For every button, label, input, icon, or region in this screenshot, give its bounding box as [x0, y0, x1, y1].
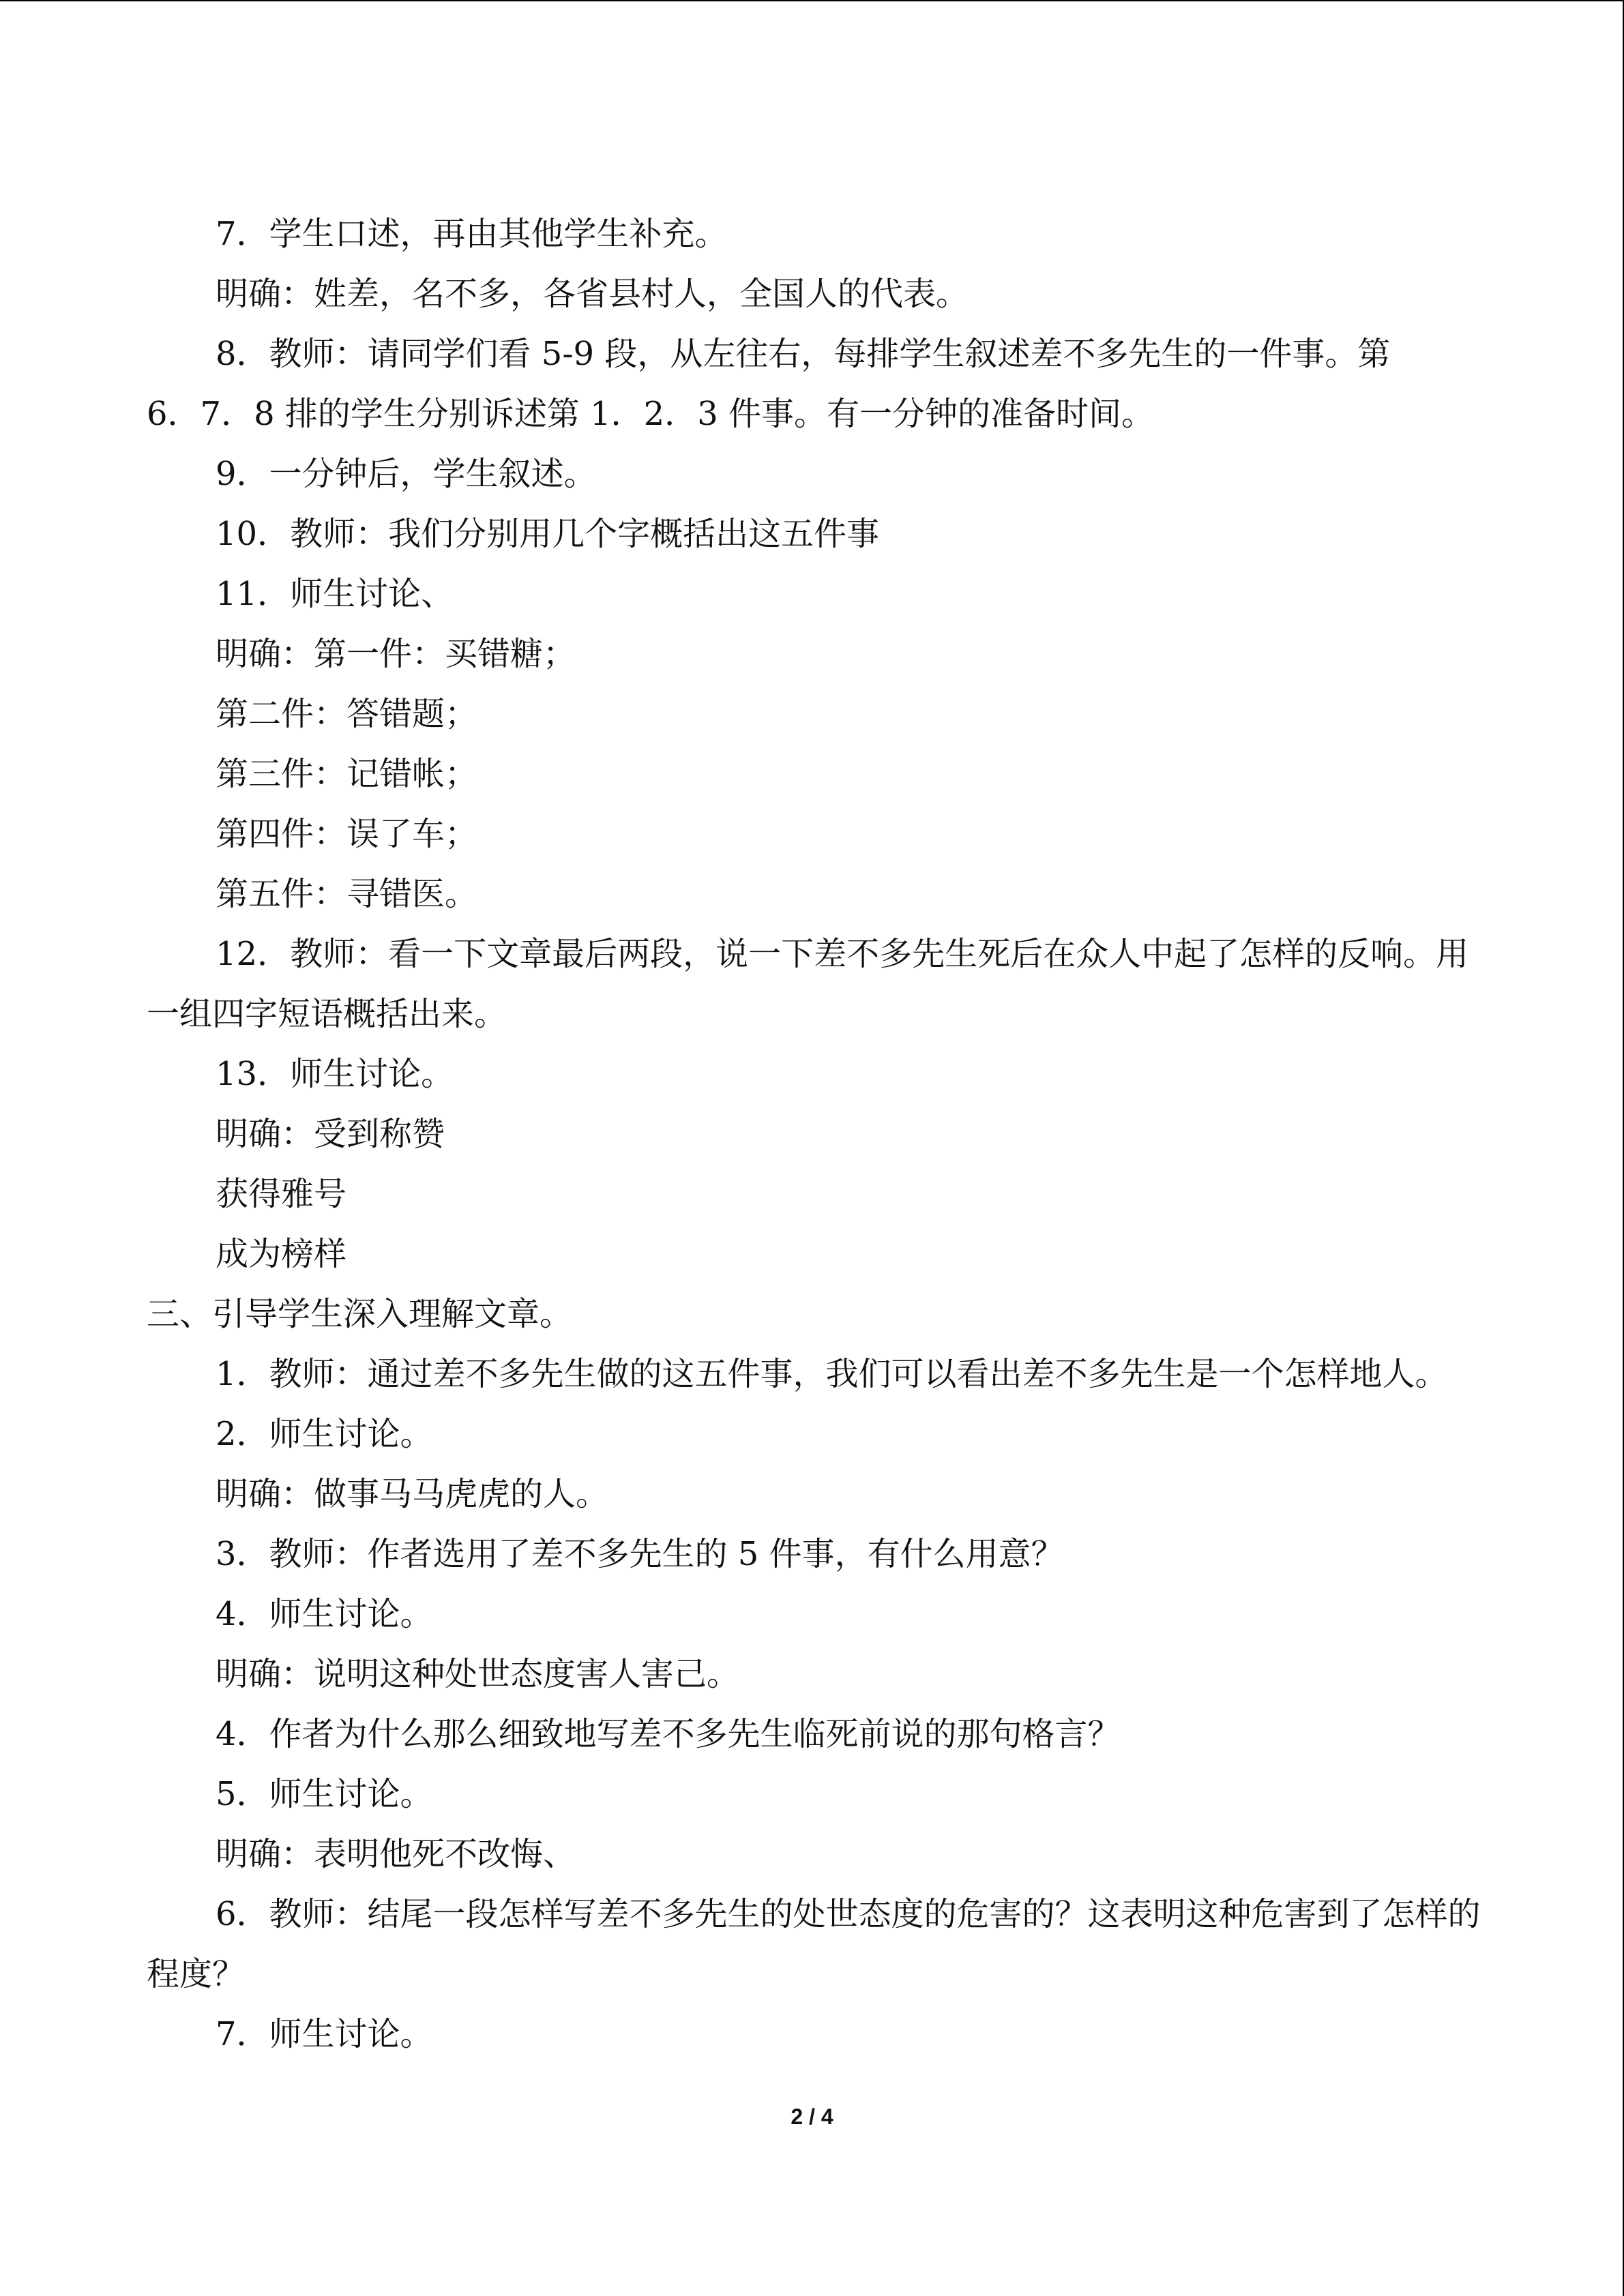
text-line: 第三件：记错帐；: [216, 755, 478, 793]
text-line: 9．一分钟后，学生叙述。: [216, 455, 597, 493]
page-number: 2 / 4: [791, 2104, 833, 2129]
text-line: 1．教师：通过差不多先生做的这五件事，我们可以看出差不多先生是一个怎样地人。: [216, 1355, 1448, 1393]
text-line: 明确：第一件：买错糖；: [216, 635, 576, 673]
text-line: 8．教师：请同学们看 5-9 段，从左往右，每排学生叙述差不多先生的一件事。第: [216, 335, 1391, 373]
text-line: 明确：姓差，名不多，各省县村人，全国人的代表。: [216, 275, 969, 313]
text-line: 4．师生讨论。: [216, 1595, 433, 1633]
text-line: 11．师生讨论、: [216, 575, 454, 613]
text-line-continued: 程度？: [147, 1955, 246, 1993]
text-line: 13．师生讨论。: [216, 1055, 454, 1093]
text-line: 6．教师：结尾一段怎样写差不多先生的处世态度的危害的？这表明这种危害到了怎样的: [216, 1895, 1481, 1933]
text-line-continued: 6．7．8 排的学生分别诉述第 1．2．3 件事。有一分钟的准备时间。: [147, 395, 1155, 433]
text-line: 成为榜样: [216, 1235, 347, 1273]
text-line-continued: 一组四字短语概括出来。: [147, 995, 507, 1033]
text-line: 5．师生讨论。: [216, 1775, 433, 1813]
text-line: 第四件：误了车；: [216, 815, 478, 853]
text-line: 2．师生讨论。: [216, 1415, 433, 1453]
text-line: 7．师生讨论。: [216, 2015, 433, 2053]
text-line: 明确：说明这种处世态度害人害己。: [216, 1655, 740, 1693]
text-line: 明确：做事马马虎虎的人。: [216, 1475, 609, 1513]
text-line: 10．教师：我们分别用几个字概括出这五件事: [216, 515, 880, 553]
text-line: 3．教师：作者选用了差不多先生的 5 件事，有什么用意？: [216, 1535, 1064, 1573]
text-line: 第二件：答错题；: [216, 695, 478, 733]
text-line: 明确：受到称赞: [216, 1115, 445, 1153]
text-line: 4．作者为什么那么细致地写差不多先生临死前说的那句格言？: [216, 1715, 1121, 1753]
section-heading: 三、引导学生深入理解文章。: [147, 1295, 573, 1333]
text-line: 7．学生口述，再由其他学生补充。: [216, 215, 728, 253]
document-body: [147, 204, 1552, 2064]
text-line: 获得雅号: [216, 1175, 347, 1213]
text-line: 明确：表明他死不改悔、: [216, 1835, 576, 1873]
text-line: 第五件：寻错医。: [216, 875, 478, 913]
text-line: 12．教师：看一下文章最后两段，说一下差不多先生死后在众人中起了怎样的反响。用: [216, 935, 1469, 973]
